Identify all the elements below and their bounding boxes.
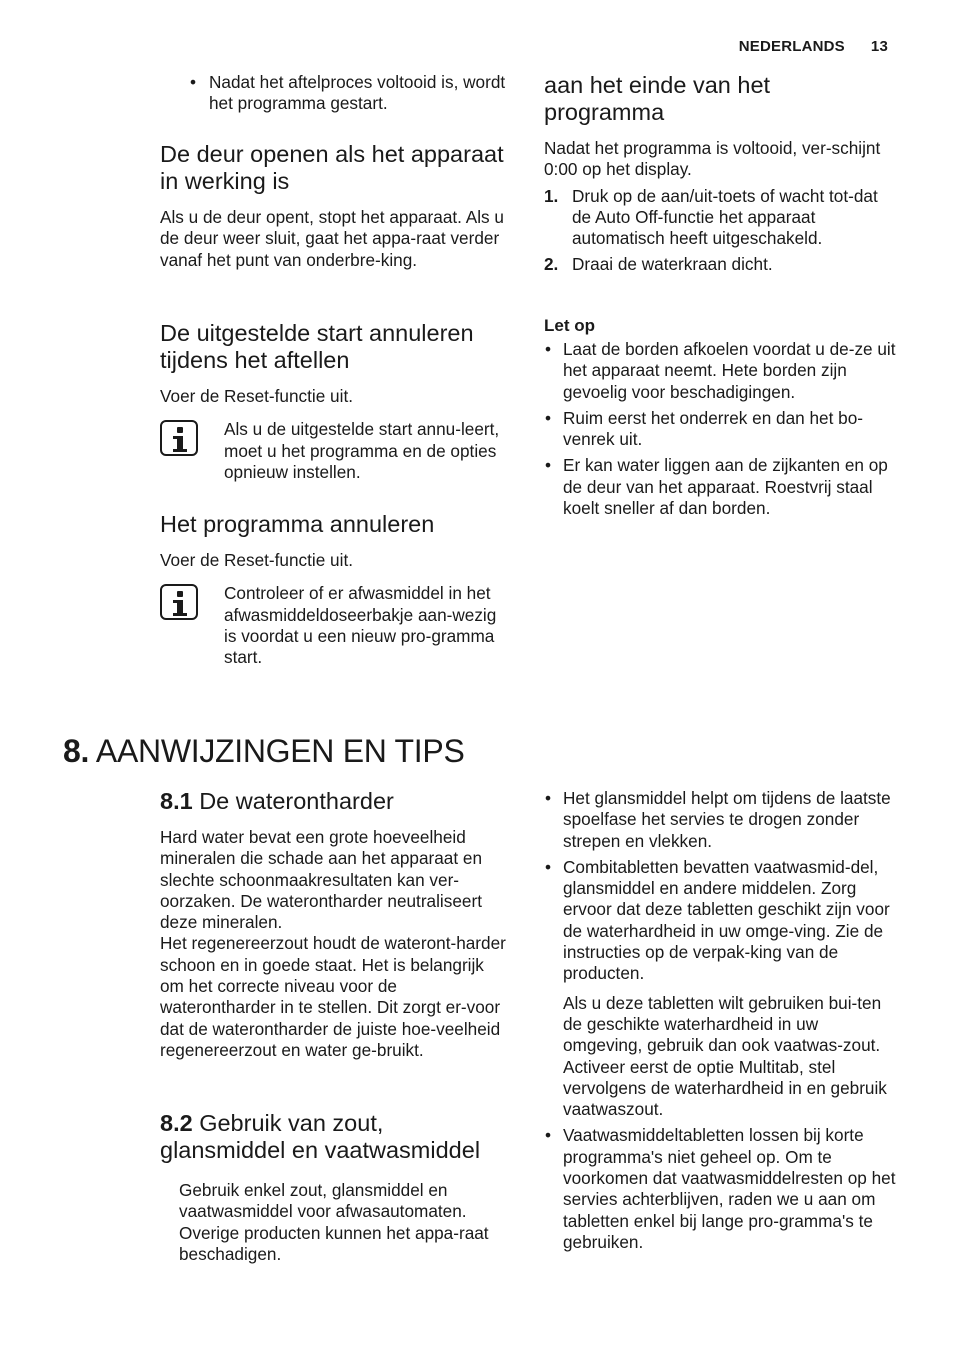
chapter-number: 8. <box>63 733 90 769</box>
section-8-1 <box>160 788 512 1061</box>
header-language: NEDERLANDS <box>738 38 845 55</box>
section-number: 8.2 <box>160 1110 193 1136</box>
list-item <box>544 455 896 519</box>
section-title-text: Gebruik van zout, glansmiddel en vaatwasmiddel <box>160 1110 481 1163</box>
bullet-subparagraph: Als u deze tabletten wilt gebruiken bui-ten de geschikte waterhardheid in uw omgeving, gebruik dan ook vaatwas-zout. Activeer eerst de optie Multitab, stel vervolgens de waterhardheid in en gebruik vaatwaszout. <box>563 992 887 1120</box>
caution-item-text: Ruim eerst het onderrek en dan het bo-venrek uit. <box>563 407 864 450</box>
section-delay <box>160 320 512 483</box>
caution-block <box>544 316 896 524</box>
bullet-text: Vaatwasmiddeltabletten lossen bij korte programma's niet geheel op. Om te voorkomen dat vaatwasmiddelresten op het servies achterblijven, raden we u aan om tabletten enkel bij lange pro-gramma's te gebruiken. <box>563 1125 896 1252</box>
list-item <box>544 339 896 403</box>
section-8-1-para2: Het regenereerzout houdt de wateront-harder schoon en in goede staat. Het is belangrijk om het correcte niveau voor de waterontharder in te stellen. Dit zorgt er-voor dat de waterontharder de juiste hoe-veelheid regenereerzout en water ge-bruikt. <box>160 933 506 1060</box>
info-note <box>160 419 512 483</box>
section-end <box>544 72 896 281</box>
section-door <box>160 141 512 271</box>
chapter-heading <box>63 731 465 771</box>
info-icon <box>160 420 198 456</box>
step-item <box>544 186 896 250</box>
section-title-text: De waterontharder <box>199 788 394 814</box>
step-number: 2. <box>544 254 559 275</box>
page-header <box>739 38 888 55</box>
section-8-2 <box>160 1110 512 1270</box>
section-8-2-title <box>160 1110 512 1164</box>
section-door-title: De deur openen als het apparaat in werking is <box>160 141 504 194</box>
list-item <box>544 1125 896 1253</box>
info-note-text: Als u de uitgestelde start annu-leert, moet u het programma en de opties opnieuw instellen. <box>224 419 500 482</box>
info-note <box>160 583 512 668</box>
bullet-text: Gebruik enkel zout, glansmiddel en vaatwasmiddel voor afwasautomaten. Overige producten kunnen het appa-raat beschadigen. <box>179 1180 489 1264</box>
section-8-2-list <box>160 1180 512 1265</box>
section-end-title: aan het einde van het programma <box>544 72 771 125</box>
chapter-title: AANWIJZINGEN EN TIPS <box>95 733 465 769</box>
section-cancel-title: Het programma annuleren <box>160 511 435 537</box>
step-text: Druk op de aan/uit-toets of wacht tot-dat de Auto Off-functie het apparaat automatisch heeft uitgeschakeld. <box>572 185 878 249</box>
section-end-body: Nadat het programma is voltooid, ver-schijnt 0:00 op het display. <box>544 138 881 180</box>
bullet-text: Combitabletten bevatten vaatwasmid-del, glansmiddel en andere middelen. Zorg ervoor dat deze tabletten geschikt zijn voor de waterhardheid in uw omge-ving. Zie de instructies op de verpak-king van de producten. <box>563 856 890 984</box>
step-text: Draai de waterkraan dicht. <box>572 254 773 275</box>
list-item <box>544 788 896 852</box>
tips-list <box>544 788 896 1253</box>
list-item: • Nadat het aftelproces voltooid is, wordt het programma gestart. <box>190 72 506 114</box>
caution-list <box>544 339 896 519</box>
page-number: 13 <box>870 38 888 55</box>
section-cancel-body: Voer de Reset-functie uit. <box>160 550 353 570</box>
list-item <box>544 857 896 1121</box>
section-door-body: Als u de deur opent, stopt het apparaat. Als u de deur weer sluit, gaat het appa-raat verder vanaf het punt van onderbre-king. <box>160 207 504 270</box>
caution-label: Let op <box>544 316 595 335</box>
list-item <box>544 408 896 451</box>
list-item <box>160 1180 512 1265</box>
steps-list <box>544 186 896 276</box>
step-item <box>544 254 896 275</box>
section-delay-body: Voer de Reset-functie uit. <box>160 386 353 406</box>
bottom-right-column <box>544 788 896 1258</box>
info-icon <box>160 584 198 620</box>
bullet-text: Het glansmiddel helpt om tijdens de laatste spoelfase het servies te drogen zonder strepen en vlekken. <box>563 788 891 851</box>
caution-item-text: Er kan water liggen aan de zijkanten en op de deur van het apparaat. Roestvrij staal koelt sneller af dan borden. <box>563 455 888 519</box>
section-8-1-para1: Hard water bevat een grote hoeveelheid mineralen die schade aan het apparaat en slechte schoonmaakresultaten kan ver-oorzaken. De waterontharder neutraliseert deze mineralen. <box>160 827 483 933</box>
intro-bullet-list <box>160 72 512 115</box>
section-number: 8.1 <box>160 788 193 814</box>
info-note-text: Controleer of er afwasmiddel in het afwasmiddeldoseerbakje aan-wezig is voordat u een nieuw pro-gramma start. <box>224 583 497 668</box>
top-left-column <box>160 72 512 120</box>
step-number: 1. <box>544 185 559 206</box>
caution-item-text: Laat de borden afkoelen voordat u de-ze uit het apparaat neemt. Hete borden zijn gevoelig voor beschadigingen. <box>563 339 896 402</box>
intro-bullet-text: Nadat het aftelproces voltooid is, wordt het programma gestart. <box>209 72 506 114</box>
section-8-1-title <box>160 788 512 815</box>
section-cancel <box>160 511 512 668</box>
section-delay-title: De uitgestelde start annuleren tijdens het aftellen <box>160 320 474 373</box>
